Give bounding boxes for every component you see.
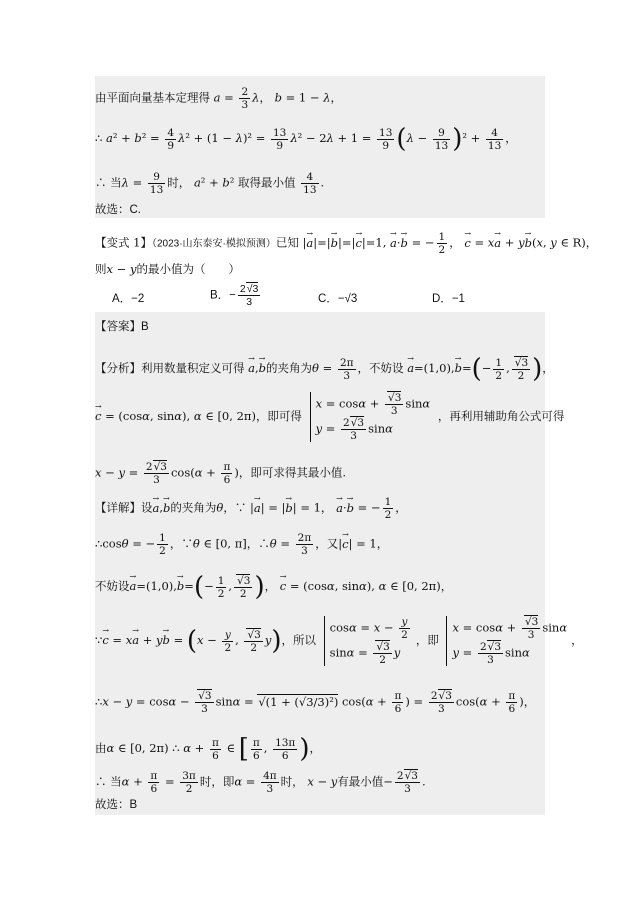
prev-line-2: ∴ a² + b² = $\frac{4}{9}$ λ² + (1 − λ)² = $\frac{13}{9}$ λ² − 2λ + 1 = $\frac{13}{9}$ (λ − $\frac{9}{13}$ )² + $\frac{4}{13}$ ， [95, 124, 517, 154]
detail-line-5: ∴x − y = cosα − $\frac{√3}{3}$ sinα = √(1 + (√3/3)²) cos(α + $\frac{\pi}{6}$ ) = $\frac{2√3}{3}$ cos(α + $\frac{\pi}{6}$ )， [95, 690, 536, 715]
option-d[interactable]: D．−1 [432, 293, 465, 305]
prev-line-3: ∴ 当λ = $\frac{9}{13}$ 时， a² + b² 取得最小值 $\frac{4}{13}$ . [95, 171, 325, 196]
answer-label: 【答案】B [95, 321, 149, 333]
detail-line-6: 由α ∈ [0, 2π) ∴ α + $\frac{\pi}{6}$ ∈ [ $\frac{\pi}{6}$ , $\frac{13\pi}{6}$ )， [95, 734, 321, 764]
analysis-line-1: 【分析】利用数量积定义可得 → a,→ b的夹角为θ = $\frac{2\pi}{3}$ ，不妨设 → a=(1,0),→ b=(− $\frac{1}{2}$ , $\frac{√3}{2}$ )， [95, 356, 554, 382]
analysis-line-2: → c = (cosα, sinα), α ∈ [0, 2π)，即可得 x = cosα + $\frac{√3}{3}$ sinα y = $\frac{2√3}{3}$ sinα ，再利用辅助角公式可得 [95, 392, 564, 442]
detail-line-4: ∵→ c = x→ a + y→ b = (x − $\frac{y}{2}$ , $\frac{√3}{2}$ y)，所以 cosα = x − $\frac{y}{2}$ sinα = $\frac{√3}{2}$ y ，即 x = cosα + $\frac{√3}{3}$ sinα y = $\frac{2√3}{3}$ sinα ， [95, 616, 583, 666]
variant-question-line-1: 【变式 1】（2023·山东泰安·模拟预测）已知 |→ a|=|→ b|=|→ c|=1, → a·→ b = − $\frac{1}{2}$ ， → c = x→ a + y→ b(x, y ∈ R)， [95, 231, 597, 256]
option-b[interactable]: B．− $\frac{2√3}{3}$ [210, 283, 259, 308]
detail-line-2: ∴cosθ = − $\frac{1}{2}$ ，∵θ ∈ [0, π]，∴θ = $\frac{2\pi}{3}$ ，又|→ c| = 1， [95, 532, 388, 557]
final-answer: 故选：B [95, 799, 138, 811]
option-a[interactable]: A．−2 [112, 293, 145, 305]
prev-answer: 故选：C. [95, 204, 141, 216]
detail-line-1: 【详解】设→ a,→ b的夹角为θ，∵ |→ a| = |→ b| = 1， → a·→ b = − $\frac{1}{2}$ ， [95, 496, 407, 521]
analysis-line-3: x − y = $\frac{2√3}{3}$ cos(α + $\frac{\pi}{6}$ )，即可求得其最小值. [95, 461, 347, 486]
detail-line-3: 不妨设→ a=(1,0),→ b=(− $\frac{1}{2}$ , $\frac{√3}{2}$ )， → c = (cosα, sinα), α ∈ [0, 2π)， [95, 574, 452, 600]
detail-line-7: ∴ 当α + $\frac{\pi}{6}$ = $\frac{3\pi}{2}$ 时，即α = $\frac{4\pi}{3}$ 时， x − y有最小值− $\frac{2√3}{3}$ . [95, 770, 426, 795]
variant-question-line-2: 则x − y的最小值为（ ） [95, 262, 240, 276]
option-c[interactable]: C．−√3 [318, 293, 358, 305]
prev-line-1: 由平面向量基本定理得 a = $\frac{2}{3}$ λ， b = 1 − λ， [95, 86, 342, 111]
